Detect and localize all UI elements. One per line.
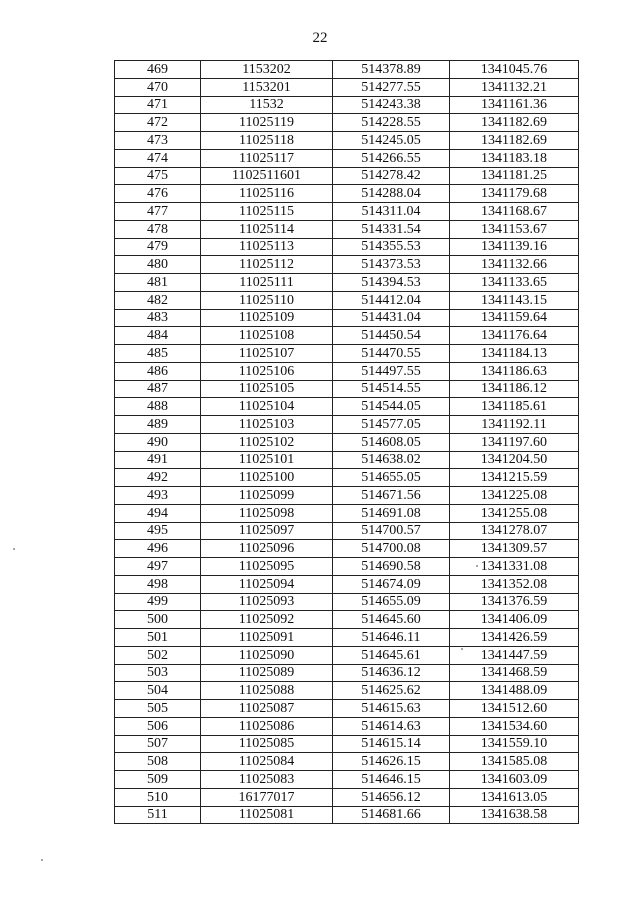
table-row <box>115 167 579 185</box>
x-coordinate-cell: 514450.54 <box>333 327 450 345</box>
point-number-cell: 498 <box>115 575 201 593</box>
point-number-cell: 474 <box>115 149 201 167</box>
point-number-cell: 470 <box>115 78 201 96</box>
x-coordinate-cell: 514277.55 <box>333 78 450 96</box>
x-coordinate-cell: 514700.08 <box>333 540 450 558</box>
point-id-cell: 11025114 <box>201 220 333 238</box>
y-coordinate-cell: 1341186.63 <box>450 362 579 380</box>
y-coordinate-cell: 1341278.07 <box>450 522 579 540</box>
point-number-cell: 469 <box>115 61 201 79</box>
point-id-cell: 11025081 <box>201 806 333 824</box>
table-row <box>115 362 579 380</box>
x-coordinate-cell: 514690.58 <box>333 558 450 576</box>
table-row <box>115 522 579 540</box>
y-coordinate-cell: 1341133.65 <box>450 274 579 292</box>
x-coordinate-cell: 514394.53 <box>333 274 450 292</box>
y-coordinate-cell: 1341179.68 <box>450 185 579 203</box>
table-row <box>115 717 579 735</box>
point-id-cell: 11025111 <box>201 274 333 292</box>
point-id-cell: 11532 <box>201 96 333 114</box>
y-coordinate-cell: 1341192.11 <box>450 416 579 434</box>
y-coordinate-cell: 1341186.12 <box>450 380 579 398</box>
point-id-cell: 11025093 <box>201 593 333 611</box>
x-coordinate-cell: 514700.57 <box>333 522 450 540</box>
x-coordinate-cell: 514577.05 <box>333 416 450 434</box>
x-coordinate-cell: 514615.14 <box>333 735 450 753</box>
table-row <box>115 682 579 700</box>
table-row <box>115 504 579 522</box>
point-id-cell: 11025096 <box>201 540 333 558</box>
point-id-cell: 11025115 <box>201 203 333 221</box>
scan-speck <box>476 565 478 567</box>
table-row <box>115 220 579 238</box>
x-coordinate-cell: 514625.62 <box>333 682 450 700</box>
x-coordinate-cell: 514228.55 <box>333 114 450 132</box>
table-row <box>115 380 579 398</box>
y-coordinate-cell: 1341559.10 <box>450 735 579 753</box>
y-coordinate-cell: 1341352.08 <box>450 575 579 593</box>
y-coordinate-cell: 1341168.67 <box>450 203 579 221</box>
x-coordinate-cell: 514655.09 <box>333 593 450 611</box>
point-number-cell: 485 <box>115 345 201 363</box>
table-row <box>115 433 579 451</box>
point-id-cell: 11025084 <box>201 753 333 771</box>
point-number-cell: 491 <box>115 451 201 469</box>
table-row <box>115 203 579 221</box>
table-row <box>115 487 579 505</box>
point-number-cell: 509 <box>115 771 201 789</box>
table-row <box>115 451 579 469</box>
y-coordinate-cell: 1341184.13 <box>450 345 579 363</box>
point-number-cell: 497 <box>115 558 201 576</box>
point-id-cell: 11025110 <box>201 291 333 309</box>
y-coordinate-cell: 1341204.50 <box>450 451 579 469</box>
table-row <box>115 291 579 309</box>
y-coordinate-cell: 1341638.58 <box>450 806 579 824</box>
point-id-cell: 11025085 <box>201 735 333 753</box>
table-row <box>115 700 579 718</box>
x-coordinate-cell: 514636.12 <box>333 664 450 682</box>
point-id-cell: 11025102 <box>201 433 333 451</box>
point-number-cell: 481 <box>115 274 201 292</box>
table-row <box>115 753 579 771</box>
point-id-cell: 11025088 <box>201 682 333 700</box>
table-row <box>115 345 579 363</box>
point-number-cell: 511 <box>115 806 201 824</box>
table-row <box>115 771 579 789</box>
y-coordinate-cell: 1341139.16 <box>450 238 579 256</box>
point-number-cell: 486 <box>115 362 201 380</box>
x-coordinate-cell: 514691.08 <box>333 504 450 522</box>
x-coordinate-cell: 514431.04 <box>333 309 450 327</box>
point-number-cell: 494 <box>115 504 201 522</box>
point-id-cell: 11025119 <box>201 114 333 132</box>
y-coordinate-cell: 1341331.08 <box>450 558 579 576</box>
x-coordinate-cell: 514646.15 <box>333 771 450 789</box>
point-id-cell: 11025108 <box>201 327 333 345</box>
point-number-cell: 487 <box>115 380 201 398</box>
x-coordinate-cell: 514412.04 <box>333 291 450 309</box>
point-id-cell: 11025092 <box>201 611 333 629</box>
y-coordinate-cell: 1341197.60 <box>450 433 579 451</box>
table-row <box>115 274 579 292</box>
point-id-cell: 11025095 <box>201 558 333 576</box>
x-coordinate-cell: 514655.05 <box>333 469 450 487</box>
x-coordinate-cell: 514331.54 <box>333 220 450 238</box>
table-row <box>115 61 579 79</box>
point-number-cell: 493 <box>115 487 201 505</box>
y-coordinate-cell: 1341512.60 <box>450 700 579 718</box>
point-id-cell: 16177017 <box>201 788 333 806</box>
point-id-cell: 11025090 <box>201 646 333 664</box>
point-id-cell: 11025101 <box>201 451 333 469</box>
x-coordinate-cell: 514355.53 <box>333 238 450 256</box>
point-number-cell: 507 <box>115 735 201 753</box>
point-number-cell: 471 <box>115 96 201 114</box>
point-number-cell: 473 <box>115 132 201 150</box>
x-coordinate-cell: 514645.60 <box>333 611 450 629</box>
y-coordinate-cell: 1341132.21 <box>450 78 579 96</box>
point-number-cell: 492 <box>115 469 201 487</box>
point-id-cell: 11025089 <box>201 664 333 682</box>
table-row <box>115 416 579 434</box>
table-row <box>115 256 579 274</box>
page-number: 22 <box>312 30 328 46</box>
table-row <box>115 398 579 416</box>
y-coordinate-cell: 1341153.67 <box>450 220 579 238</box>
y-coordinate-cell: 1341585.08 <box>450 753 579 771</box>
table-row <box>115 735 579 753</box>
point-number-cell: 499 <box>115 593 201 611</box>
x-coordinate-cell: 514626.15 <box>333 753 450 771</box>
point-id-cell: 11025086 <box>201 717 333 735</box>
table-row <box>115 327 579 345</box>
point-number-cell: 495 <box>115 522 201 540</box>
scan-speck <box>41 859 43 861</box>
point-number-cell: 476 <box>115 185 201 203</box>
x-coordinate-cell: 514614.63 <box>333 717 450 735</box>
point-number-cell: 502 <box>115 646 201 664</box>
y-coordinate-cell: 1341406.09 <box>450 611 579 629</box>
point-number-cell: 506 <box>115 717 201 735</box>
y-coordinate-cell: 1341045.76 <box>450 61 579 79</box>
table-row <box>115 238 579 256</box>
y-coordinate-cell: 1341255.08 <box>450 504 579 522</box>
point-id-cell: 11025103 <box>201 416 333 434</box>
x-coordinate-cell: 514514.55 <box>333 380 450 398</box>
x-coordinate-cell: 514243.38 <box>333 96 450 114</box>
point-id-cell: 11025109 <box>201 309 333 327</box>
point-id-cell: 11025118 <box>201 132 333 150</box>
table-row <box>115 593 579 611</box>
point-number-cell: 478 <box>115 220 201 238</box>
point-id-cell: 1102511601 <box>201 167 333 185</box>
point-id-cell: 1153202 <box>201 61 333 79</box>
y-coordinate-cell: 1341132.66 <box>450 256 579 274</box>
point-number-cell: 477 <box>115 203 201 221</box>
point-id-cell: 11025106 <box>201 362 333 380</box>
point-id-cell: 11025116 <box>201 185 333 203</box>
table-row <box>115 788 579 806</box>
point-number-cell: 484 <box>115 327 201 345</box>
point-number-cell: 496 <box>115 540 201 558</box>
y-coordinate-cell: 1341181.25 <box>450 167 579 185</box>
x-coordinate-cell: 514245.05 <box>333 132 450 150</box>
y-coordinate-cell: 1341215.59 <box>450 469 579 487</box>
point-number-cell: 500 <box>115 611 201 629</box>
coordinate-table <box>114 60 579 824</box>
point-number-cell: 472 <box>115 114 201 132</box>
point-number-cell: 483 <box>115 309 201 327</box>
table-row <box>115 558 579 576</box>
point-id-cell: 11025099 <box>201 487 333 505</box>
table-row <box>115 806 579 824</box>
x-coordinate-cell: 514674.09 <box>333 575 450 593</box>
point-id-cell: 11025094 <box>201 575 333 593</box>
point-id-cell: 11025091 <box>201 629 333 647</box>
table-row <box>115 611 579 629</box>
x-coordinate-cell: 514497.55 <box>333 362 450 380</box>
table-row <box>115 96 579 114</box>
x-coordinate-cell: 514608.05 <box>333 433 450 451</box>
scan-speck <box>13 548 15 550</box>
scan-speck <box>461 648 463 650</box>
table-row <box>115 664 579 682</box>
y-coordinate-cell: 1341143.15 <box>450 291 579 309</box>
y-coordinate-cell: 1341176.64 <box>450 327 579 345</box>
point-number-cell: 490 <box>115 433 201 451</box>
point-id-cell: 11025083 <box>201 771 333 789</box>
table-row <box>115 575 579 593</box>
point-number-cell: 505 <box>115 700 201 718</box>
y-coordinate-cell: 1341182.69 <box>450 114 579 132</box>
point-number-cell: 501 <box>115 629 201 647</box>
point-id-cell: 11025097 <box>201 522 333 540</box>
point-id-cell: 11025105 <box>201 380 333 398</box>
table-row <box>115 309 579 327</box>
x-coordinate-cell: 514544.05 <box>333 398 450 416</box>
table-row <box>115 185 579 203</box>
point-number-cell: 508 <box>115 753 201 771</box>
coordinate-table-body <box>115 61 579 824</box>
y-coordinate-cell: 1341161.36 <box>450 96 579 114</box>
y-coordinate-cell: 1341309.57 <box>450 540 579 558</box>
point-id-cell: 11025107 <box>201 345 333 363</box>
x-coordinate-cell: 514288.04 <box>333 185 450 203</box>
table-row <box>115 469 579 487</box>
x-coordinate-cell: 514470.55 <box>333 345 450 363</box>
table-row <box>115 646 579 664</box>
point-id-cell: 11025100 <box>201 469 333 487</box>
x-coordinate-cell: 514615.63 <box>333 700 450 718</box>
y-coordinate-cell: 1341182.69 <box>450 132 579 150</box>
table-row <box>115 78 579 96</box>
point-id-cell: 1153201 <box>201 78 333 96</box>
table-row <box>115 132 579 150</box>
y-coordinate-cell: 1341534.60 <box>450 717 579 735</box>
x-coordinate-cell: 514378.89 <box>333 61 450 79</box>
y-coordinate-cell: 1341613.05 <box>450 788 579 806</box>
point-id-cell: 11025104 <box>201 398 333 416</box>
point-number-cell: 488 <box>115 398 201 416</box>
y-coordinate-cell: 1341225.08 <box>450 487 579 505</box>
point-id-cell: 11025098 <box>201 504 333 522</box>
x-coordinate-cell: 514646.11 <box>333 629 450 647</box>
point-number-cell: 504 <box>115 682 201 700</box>
y-coordinate-cell: 1341468.59 <box>450 664 579 682</box>
point-number-cell: 503 <box>115 664 201 682</box>
y-coordinate-cell: 1341488.09 <box>450 682 579 700</box>
x-coordinate-cell: 514638.02 <box>333 451 450 469</box>
x-coordinate-cell: 514671.56 <box>333 487 450 505</box>
x-coordinate-cell: 514681.66 <box>333 806 450 824</box>
x-coordinate-cell: 514656.12 <box>333 788 450 806</box>
point-number-cell: 482 <box>115 291 201 309</box>
point-number-cell: 510 <box>115 788 201 806</box>
point-number-cell: 479 <box>115 238 201 256</box>
table-row <box>115 540 579 558</box>
x-coordinate-cell: 514266.55 <box>333 149 450 167</box>
point-number-cell: 480 <box>115 256 201 274</box>
table-row <box>115 114 579 132</box>
y-coordinate-cell: 1341183.18 <box>450 149 579 167</box>
y-coordinate-cell: 1341603.09 <box>450 771 579 789</box>
point-id-cell: 11025113 <box>201 238 333 256</box>
point-number-cell: 475 <box>115 167 201 185</box>
point-id-cell: 11025087 <box>201 700 333 718</box>
table-row <box>115 629 579 647</box>
point-number-cell: 489 <box>115 416 201 434</box>
y-coordinate-cell: 1341447.59 <box>450 646 579 664</box>
point-id-cell: 11025112 <box>201 256 333 274</box>
x-coordinate-cell: 514278.42 <box>333 167 450 185</box>
point-id-cell: 11025117 <box>201 149 333 167</box>
x-coordinate-cell: 514645.61 <box>333 646 450 664</box>
y-coordinate-cell: 1341185.61 <box>450 398 579 416</box>
y-coordinate-cell: 1341376.59 <box>450 593 579 611</box>
x-coordinate-cell: 514311.04 <box>333 203 450 221</box>
y-coordinate-cell: 1341426.59 <box>450 629 579 647</box>
table-row <box>115 149 579 167</box>
x-coordinate-cell: 514373.53 <box>333 256 450 274</box>
y-coordinate-cell: 1341159.64 <box>450 309 579 327</box>
